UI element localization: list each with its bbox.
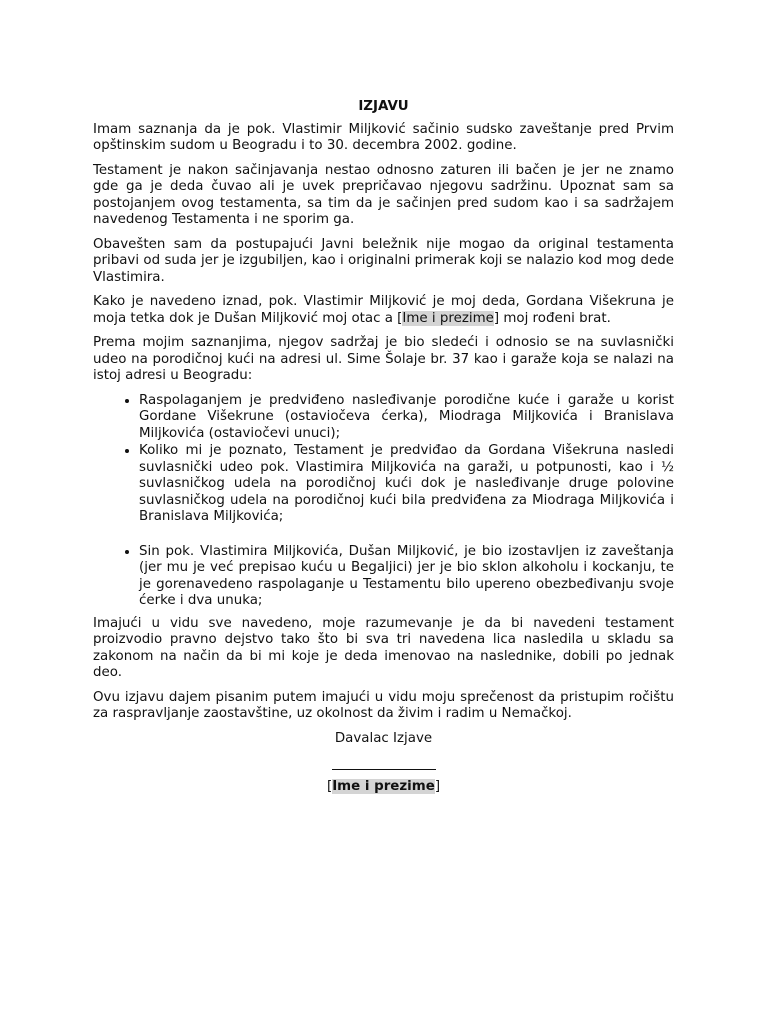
signature-bracket-close: ] xyxy=(434,779,441,794)
paragraph-3: Obavešten sam da postupajući Javni beležnik nije mogao da original testamenta pribavi od suda jer je izgubiljen, kao i originalni primerak koji se nalazio kod mog dede Vlastimira. xyxy=(93,236,674,285)
paragraph-1: Imam saznanja da je pok. Vlastimir Miljković sačinio sudsko zaveštanje pred Prvim opštinskim sudom u Beogradu i to 30. decembra 2002. godine. xyxy=(93,121,674,153)
paragraph-4-text-before: Kako je navedeno iznad, pok. Vlastimir Miljković je moj deda, Gordana Višekruna je moja tetka dok je Dušan Miljković moj otac a [ xyxy=(93,294,674,326)
signature-line xyxy=(332,769,436,770)
name-placeholder-field[interactable]: Ime i prezime xyxy=(402,310,494,326)
paragraph-2: Testament je nakon sačinjavanja nestao odnosno zaturen ili bačen je jer ne znamo gde ga je deda čuvao ali je uvek prepričavao njegovu sadržinu. Upoznat sam sa postojanjem ovog testamenta, sa tim da je sačinjen pred sudom kao i sa sadržajem navedenog Testamenta i ne sporim ga. xyxy=(93,162,674,227)
paragraph-6: Imajući u vidu sve navedeno, moje razumevanje je da bi navedeni testament proizvodio pravno dejstvo tako što bi sva tri navedena lica nasledila u skladu sa zakonom na način da bi mi koje je deda imenovao na naslednike, dobili po jednak deo. xyxy=(93,615,674,680)
document-title: IZJAVU xyxy=(358,99,409,114)
bullet-list xyxy=(93,393,674,610)
signature-name xyxy=(93,779,674,796)
bullet-item: • Koliko mi je poznato, Testament je predviđao da Gordana Višekruna nasledi suvlasnički udeo pok. Vlastimira Miljkovića na garaži, u potpunosti, kao i ½ suvlasničkog udela na porodičnoj kući dok je nasleđivanje druge polovine suvlasničkog udela na porodičnoj kući bila predviđena za Miodraga Miljkovića i Branislava Miljkovića; xyxy=(139,443,674,526)
signature-label: Davalac Izjave xyxy=(334,730,433,746)
bullet-item: • Sin pok. Vlastimira Miljkovića, Dušan Miljković, je bio izostavljen iz zaveštanja (jer mu je već prepisao kuću u Begaljici) jer je bio sklon alkoholu i kockanju, te je gorenavedeno raspolaganje u Testamentu bilo upereno obezbeđivanju svoje ćerke i dva unuka; xyxy=(139,544,674,610)
signature-bracket-open: [ xyxy=(326,779,333,794)
bullet-item: • Raspolaganjem je predviđeno nasleđivanje porodične kuće i garaže u korist Gordane Višekrune (ostaviočeva ćerka), Miodraga Miljkovića i Branislava Miljkovića (ostaviočevi unuci); xyxy=(139,393,674,443)
paragraph-7: Ovu izjavu dajem pisanim putem imajući u vidu moju sprečenost da pristupim ročištu za raspravljanje zaostavštine, uz okolnost da živim i radim u Nemačkoj. xyxy=(93,689,674,721)
signature-name-field[interactable]: Ime i prezime xyxy=(332,779,435,794)
paragraph-4 xyxy=(93,294,674,327)
paragraph-4-text-after: ] moj rođeni brat. xyxy=(493,310,611,326)
paragraph-5: Prema mojim saznanjima, njegov sadržaj je bio sledeći i odnosio se na suvlasnički udeo na porodičnoj kući na adresi ul. Sime Šolaje br. 37 kao i garaže koja se nalazi na istoj adresi u Beogradu: xyxy=(93,335,674,383)
